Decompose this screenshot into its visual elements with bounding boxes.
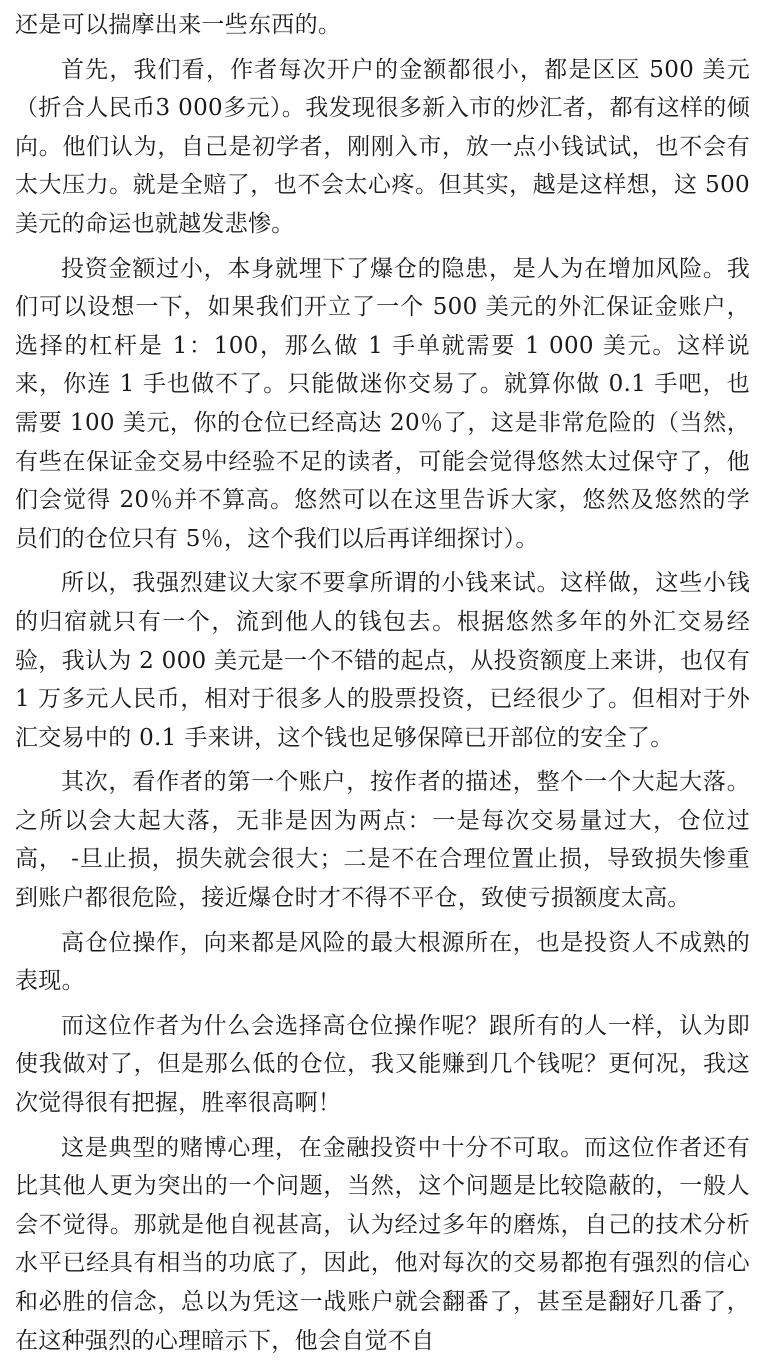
paragraph-4: 所以，我强烈建议大家不要拿所谓的小钱来试。这样做，这些小钱的归宿就只有一个，流到他人的钱包去。根据悠然多年的外汇交易经验，我认为 2 000 美元是一个不错的起点，从投资额度上来讲，也仅有 1 万多元人民币，相对于很多人的股票投资，已经很少了。但相对于外汇交易中的 0.1 手来讲，这个钱也足够保障已开部位的安全了。 <box>15 570 750 751</box>
paragraph-8: 这是典型的赌博心理，在金融投资中十分不可取。而这位作者还有比其他人更为突出的一个问题，当然，这个问题是比较隐蔽的，一般人会不觉得。那就是他自视甚高，认为经过多年的磨炼，自己的技术分析水平已经具有相当的功底了，因此，他对每次的交易都抱有强烈的信心和必胜的信念，总以为凭这一战账户就会翻番了，甚至是翻好几番了，在这种强烈的心理暗示下，他会自觉不自 <box>15 1134 750 1354</box>
paragraph-7: 而这位作者为什么会选择高仓位操作呢？跟所有的人一样，认为即使我做对了，但是那么低的仓位，我又能赚到几个钱呢？更何况，我这次觉得很有把握，胜率很高啊！ <box>15 1012 750 1117</box>
paragraph-1: 还是可以揣摩出来一些东西的。 <box>15 12 342 38</box>
paragraph-5: 其次，看作者的第一个账户，按作者的描述，整个一个大起大落。之所以会大起大落，无非是因为两点：一是每次交易量过大，仓位过高， -旦止损，损失就会很大；二是不在合理位置止损，导致损失惨重到账户都很危险，接近爆仓时才不得不平仓，致使亏损额度太高。 <box>15 769 750 912</box>
paragraph-6: 高仓位操作，向来都是风险的最大根源所在，也是投资人不成熟的表现。 <box>15 929 750 995</box>
paragraph-3: 投资金额过小，本身就埋下了爆仓的隐患，是人为在增加风险。我们可以设想一下，如果我们开立了一个 500 美元的外汇保证金账户，选择的杠杆是 1：100，那么做 1 手单就需要 1 000 美元。这样说来，你连 1 手也做不了。只能做迷你交易了。就算你做 0.1 手吧，也需要 100 美元，你的仓位已经高达 20％了，这是非常危险的（当然，有些在保证金交易中经验不足的读者，可能会觉得悠然太过保守了，他们会觉得 20％并不算高。悠然可以在这里告诉大家，悠然及悠然的学员们的仓位只有 5％，这个我们以后再详细探讨）。 <box>15 255 750 552</box>
paragraph-2: 首先，我们看，作者每次开户的金额都很小，都是区区 500 美元（折合人民币3 000多元）。我发现很多新入市的炒汇者，都有这样的倾向。他们认为，自己是初学者，刚刚入市，放一点小钱试试，也不会有太大压力。就是全赔了，也不会太心疼。但其实，越是这样想，这 500 美元的命运也就越发悲惨。 <box>15 56 750 237</box>
document-page <box>15 6 750 1360</box>
